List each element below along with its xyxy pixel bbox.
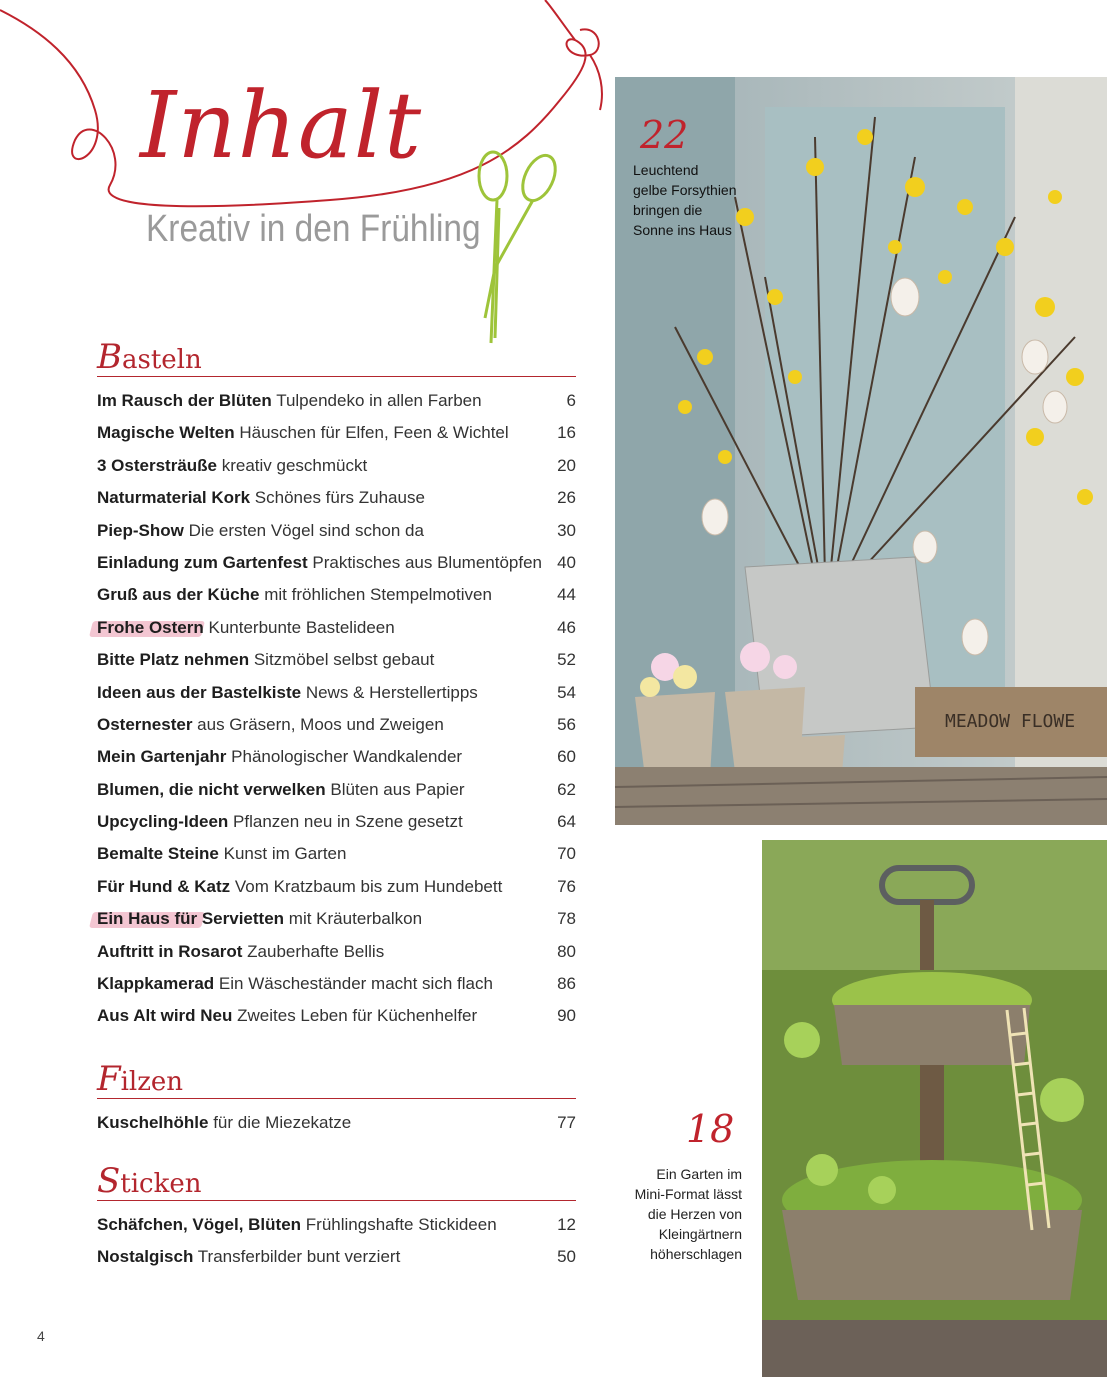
toc-entry-description: Tulpendeko in allen Farben [276,391,482,410]
toc-entry-description: Kunterbunte Bastelideen [208,617,395,637]
toc-entry-page: 70 [557,844,576,864]
toc-entry-title: Bitte Platz nehmen [97,650,250,670]
toc-entry[interactable] [97,417,576,449]
toc-entry[interactable] [97,806,576,838]
toc-entry-title: Osternester [97,714,193,734]
toc-entry-description: für die Miezekatze [213,1113,352,1132]
page-title: Inhalt [140,72,423,179]
toc-entry-page: 77 [557,1113,576,1132]
toc-entry-page: 12 [557,1215,576,1234]
toc-entry-title: Naturmaterial Kork [97,488,251,508]
toc-entry-title: Upcycling-Ideen [97,812,229,832]
toc-entry[interactable] [97,936,576,968]
section-header [97,337,576,377]
toc-entry-page: 30 [557,520,576,540]
toc-entry-description: Pflanzen neu in Szene gesetzt [233,812,463,832]
toc-entry-page: 60 [557,747,576,767]
toc-entry-title: Frohe Ostern [97,617,204,637]
toc-entry[interactable] [97,774,576,806]
toc-entry-title: Schäfchen, Vögel, Blüten [97,1215,302,1234]
toc-entry-description: Sitzmöbel selbst gebaut [253,650,435,670]
toc-entry-page: 54 [557,682,576,702]
toc-entry-description: Vom Kratzbaum bis zum Hundebett [234,876,503,896]
toc-list [97,1107,576,1139]
toc-entry-title: Mein Gartenjahr [97,747,227,767]
toc-entry[interactable] [97,644,576,676]
toc-entry-title: Auftritt in Rosarot [97,941,243,961]
toc-entry-page: 40 [557,552,576,572]
toc-entry-description: Häuschen für Elfen, Feen & Wichtel [239,423,509,443]
page-ref-number: 22 [640,113,689,157]
toc-entry-description: Frühlingshafte Stickideen [305,1215,497,1234]
toc-entry-title: Aus Alt wird Neu [97,1006,233,1026]
toc-entry-description: kreativ geschmückt [221,455,368,475]
toc-entry[interactable] [97,1107,576,1139]
toc-entry[interactable] [97,968,576,1000]
toc-entry-page: 64 [557,812,576,832]
toc-entry-title: Einladung zum Gartenfest [97,552,308,572]
toc-entry-title: Kuschelhöhle [97,1113,209,1132]
toc-entry-title: Magische Welten [97,423,235,443]
toc-entry-title: Piep-Show [97,520,184,540]
mini-garden-photo [762,840,1107,1377]
toc-entry-title: Blumen, die nicht verwelken [97,779,326,799]
photo-caption: Ein Garten im Mini-Format lässt die Herzen von Kleingärtnern höherschlagen [634,1166,742,1262]
toc-entry[interactable] [97,871,576,903]
toc-entry[interactable] [97,1209,576,1241]
section-title: Filzen [97,1059,184,1099]
toc-entry[interactable] [97,1000,576,1032]
toc-entry[interactable] [97,903,576,935]
section-basteln [97,337,576,1033]
section-title: Sticken [97,1161,202,1201]
toc-entry-description: Zauberhafte Bellis [247,941,385,961]
toc-entry-title: Im Rausch der Blüten [97,391,272,410]
toc-entry[interactable] [97,741,576,773]
toc-entry[interactable] [97,385,576,417]
toc-list [97,385,576,1033]
toc-entry-page: 56 [557,714,576,734]
page-ref-number: 18 [686,1107,735,1151]
toc-entry-page: 86 [557,974,576,994]
toc-entry-description: Zweites Leben für Küchenhelfer [237,1006,478,1026]
toc-entry-page: 90 [557,1006,576,1026]
page-number: 4 [37,1328,45,1344]
toc-entry[interactable] [97,450,576,482]
toc-entry-page: 80 [557,941,576,961]
toc-entry[interactable] [97,709,576,741]
toc-entry-description: aus Gräsern, Moos und Zweigen [197,714,444,734]
toc-entry-title: Gruß aus der Küche [97,585,260,605]
toc-entry-description: Ein Wäscheständer macht sich flach [218,974,493,994]
page-subtitle: Kreativ in den Frühling [146,208,481,250]
toc-entry[interactable] [97,515,576,547]
toc-entry-description: mit Kräuterbalkon [288,909,423,929]
section-title: Basteln [97,337,202,377]
toc-entry[interactable] [97,579,576,611]
crate-label: MEADOW FLOWE [945,711,1076,732]
toc-entry-description: Die ersten Vögel sind schon da [188,520,424,540]
toc-entry-page: 16 [557,423,576,443]
toc-entry-page: 44 [557,585,576,605]
toc-entry[interactable] [97,612,576,644]
toc-entry-description: Praktisches aus Blumentöpfen [312,552,542,572]
toc-entry-description: Blüten aus Papier [330,779,465,799]
toc-entry[interactable] [97,482,576,514]
toc-entry-page: 76 [557,876,576,896]
toc-entry-description: Phänologischer Wandkalender [231,747,463,767]
toc-entry-page: 6 [566,391,576,410]
toc-entry-title: Für Hund & Katz [97,876,231,896]
toc-entry[interactable] [97,547,576,579]
section-header [97,1161,576,1201]
toc-entry-title: 3 Ostersträuße [97,455,217,475]
toc-entry-title: Ideen aus der Bastelkiste [97,682,302,702]
toc-entry-page: 20 [557,455,576,475]
toc-entry-description: mit fröhlichen Stempelmotiven [264,585,492,605]
toc-entry-title: Klappkamerad [97,974,215,994]
toc-entry-description: Schönes fürs Zuhause [254,488,425,508]
toc-entry-title: Bemalte Steine [97,844,219,864]
toc-entry-page: 26 [557,488,576,508]
toc-entry-page: 62 [557,779,576,799]
toc-entry-title: Ein Haus für Servietten [97,909,285,929]
section-header [97,1059,576,1099]
toc-entry-page: 78 [557,909,576,929]
section-sticken [97,1161,576,1274]
toc-entry-description: Transferbilder bunt verziert [197,1247,401,1267]
toc-entry[interactable] [97,677,576,709]
toc-entry-page: 50 [557,1247,576,1267]
photo-caption: Leuchtend gelbe Forsythien bringen die Sonne ins Haus [633,162,737,238]
toc-entry-page: 52 [557,650,576,670]
toc-list [97,1209,576,1274]
toc-entry-page: 46 [557,617,576,637]
toc-entry-description: News & Herstellertipps [305,682,478,702]
toc-entry-title: Nostalgisch [97,1247,194,1267]
toc-entry[interactable] [97,1241,576,1273]
toc-entry[interactable] [97,838,576,870]
toc-entry-description: Kunst im Garten [223,844,347,864]
section-filzen [97,1059,576,1139]
